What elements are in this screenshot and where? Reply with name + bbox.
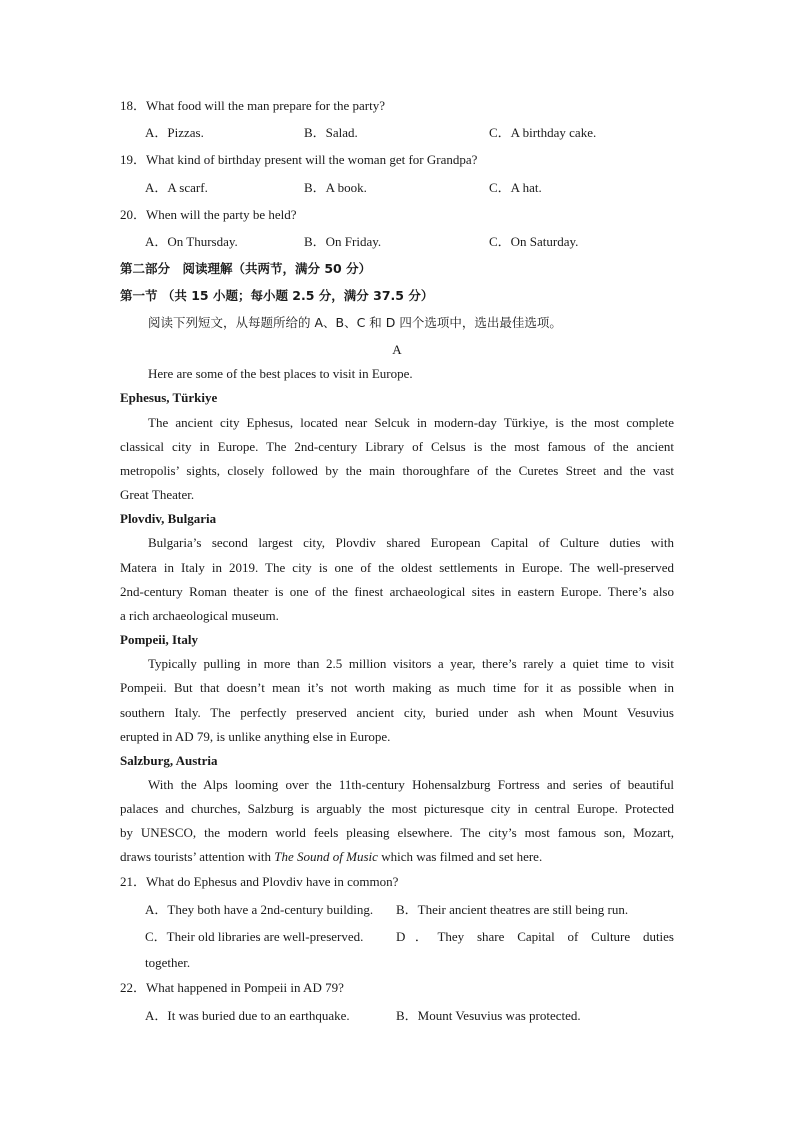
q19-option-c: C．A hat.: [489, 180, 542, 195]
instruction-text: 阅读下列短文，从每题所给的 A、B、C 和 D 四个选项中，选出最佳选项。: [148, 315, 562, 330]
section1-heading: 第一节 （共 15 小题；每小题 2.5 分，满分 37.5 分）: [120, 288, 434, 303]
salzburg-last-suffix: which was filmed and set here.: [377, 849, 543, 864]
salzburg-line: palaces and churches, Salzburg is arguably the most picturesque city in central Europe. Protected: [120, 801, 674, 816]
q20-option-c: C．On Saturday.: [489, 234, 579, 249]
ephesus-line: metropolis’ sights, closely followed by the main thoroughfare of the Curetes Street and the vast: [120, 463, 674, 478]
q18-option-b: B．Salad.: [304, 125, 358, 140]
q21-option-b: B．Their ancient theatres are still being run.: [396, 902, 629, 917]
passage-intro: Here are some of the best places to visit in Europe.: [148, 366, 413, 381]
place-title-ephesus: Ephesus, Türkiye: [120, 390, 218, 405]
q21-option-c: C．Their old libraries are well-preserved.: [145, 929, 364, 944]
question-20: 20．When will the party be held?: [120, 207, 297, 222]
salzburg-last-line: [120, 849, 674, 865]
q21-option-d: D．They share Capital of Culture duties: [396, 929, 674, 944]
pompeii-line: southern Italy. The perfectly preserved ancient city, buried under ash when Mount Vesuvius: [120, 705, 674, 720]
part2-heading: 第二部分 阅读理解（共两节，满分 50 分）: [120, 261, 372, 276]
plovdiv-line: 2nd-century Roman theater is one of the finest archaeological sites in eastern Europe. There’s also: [120, 584, 674, 599]
ephesus-line: classical city in Europe. The 2nd-century Library of Celsus is the most famous of the ancient: [120, 439, 674, 454]
salzburg-line: by UNESCO, the modern world feels pleasing elsewhere. The city’s most famous son, Mozart,: [120, 825, 674, 840]
ephesus-line: The ancient city Ephesus, located near Selcuk in modern-day Türkiye, is the most complete: [148, 415, 674, 430]
q19-option-b: B．A book.: [304, 180, 367, 195]
salzburg-last-prefix: draws tourists’ attention with: [120, 849, 275, 864]
question-19: 19．What kind of birthday present will the woman get for Grandpa?: [120, 152, 478, 167]
q19-option-a: A．A scarf.: [145, 180, 208, 195]
pompeii-line: erupted in AD 79, is unlike anything else in Europe.: [120, 729, 391, 744]
q22-option-a: A．It was buried due to an earthquake.: [145, 1008, 350, 1023]
q21-option-d-cont: together.: [145, 955, 191, 970]
ephesus-line: Great Theater.: [120, 487, 195, 502]
plovdiv-line: a rich archaeological museum.: [120, 608, 279, 623]
place-title-plovdiv: Plovdiv, Bulgaria: [120, 511, 217, 526]
q20-option-b: B．On Friday.: [304, 234, 382, 249]
place-title-pompeii: Pompeii, Italy: [120, 632, 198, 647]
passage-letter: A: [392, 342, 402, 357]
q18-option-c: C．A birthday cake.: [489, 125, 597, 140]
q20-option-a: A．On Thursday.: [145, 234, 238, 249]
film-title: The Sound of Music: [274, 849, 378, 864]
pompeii-line: Typically pulling in more than 2.5 million visitors a year, there’s rarely a quiet time to visit: [148, 656, 674, 671]
q22-option-b: B．Mount Vesuvius was protected.: [396, 1008, 581, 1023]
plovdiv-line: Matera in Italy in 2019. The city is one of the oldest settlements in Europe. The well-preserved: [120, 560, 674, 575]
place-title-salzburg: Salzburg, Austria: [120, 753, 218, 768]
question-21: 21．What do Ephesus and Plovdiv have in common?: [120, 874, 399, 889]
q18-option-a: A．Pizzas.: [145, 125, 204, 140]
salzburg-line: With the Alps looming over the 11th-century Hohensalzburg Fortress and series of beautiful: [148, 777, 674, 792]
question-22: 22．What happened in Pompeii in AD 79?: [120, 980, 344, 995]
question-18: 18．What food will the man prepare for the party?: [120, 98, 385, 113]
plovdiv-line: Bulgaria’s second largest city, Plovdiv shared European Capital of Culture duties with: [148, 535, 674, 550]
q21-option-a: A．They both have a 2nd-century building.: [145, 902, 374, 917]
pompeii-line: Pompeii. But that doesn’t mean it’s not worth making as much time for it as possible when in: [120, 680, 674, 695]
